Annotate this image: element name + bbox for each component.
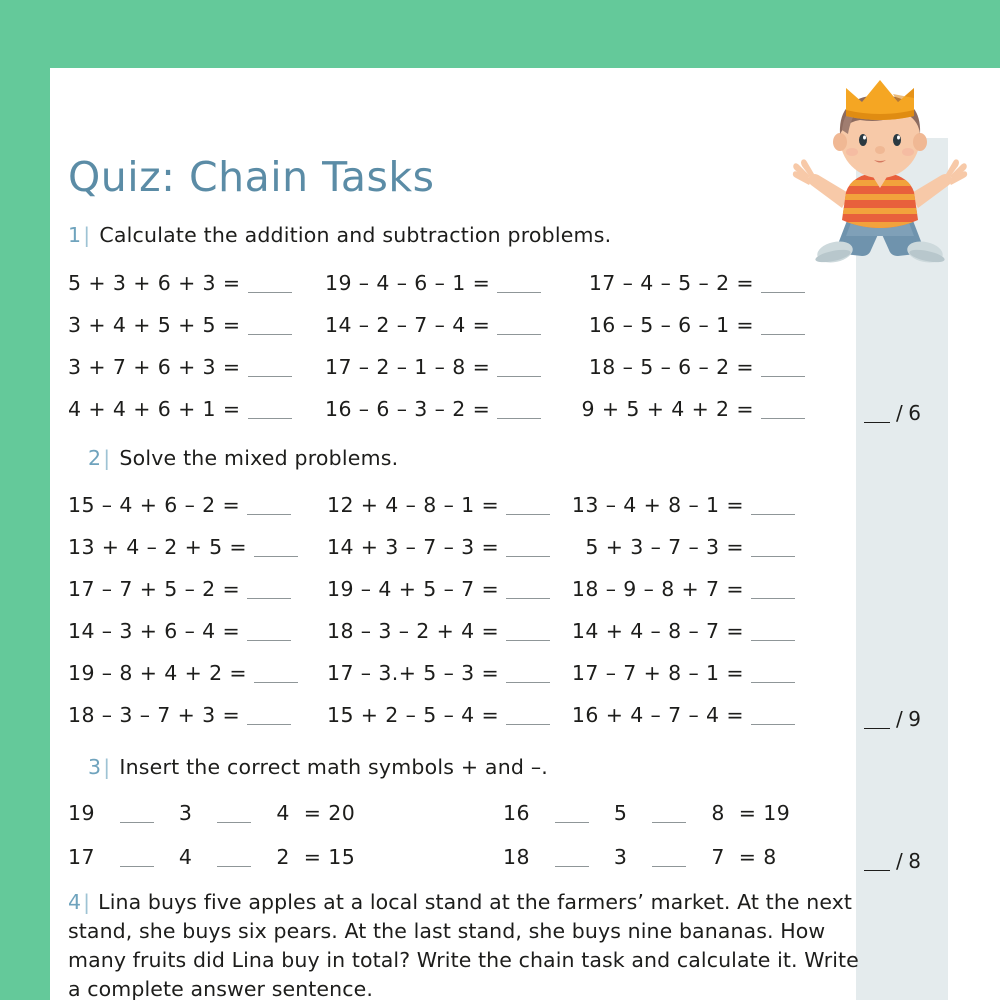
exercise-1-instruction	[68, 223, 611, 247]
exercise-1-score[interactable]	[864, 401, 921, 425]
symbol-blank[interactable]	[555, 822, 589, 823]
score-blank[interactable]	[864, 728, 890, 729]
answer-blank[interactable]	[254, 682, 298, 683]
problem-row[interactable]	[327, 661, 550, 685]
answer-blank[interactable]	[248, 334, 292, 335]
exercise-3-number: 3	[88, 755, 102, 779]
symbol-problem-row[interactable]	[503, 801, 790, 825]
operand-2: 3	[178, 801, 193, 825]
shoes-shape	[814, 238, 945, 265]
problem-expression: 17 – 7 + 8 – 1 =	[571, 661, 744, 685]
answer-blank[interactable]	[751, 514, 795, 515]
problem-expression: 14 – 2 – 7 – 4 =	[325, 313, 491, 337]
problem-expression: 12 + 4 – 8 – 1 =	[327, 493, 500, 517]
score-blank[interactable]	[864, 422, 890, 423]
problem-expression: 17 – 2 – 1 – 8 =	[325, 355, 491, 379]
problem-expression: 18 – 5 – 6 – 2 =	[588, 355, 754, 379]
problem-expression: 13 – 4 + 8 – 1 =	[571, 493, 744, 517]
operand-2: 5	[613, 801, 628, 825]
answer-blank[interactable]	[248, 418, 292, 419]
operand-1: 17	[68, 845, 95, 869]
problem-row[interactable]	[560, 661, 795, 685]
problem-expression: 14 + 3 – 7 – 3 =	[327, 535, 500, 559]
answer-blank[interactable]	[751, 640, 795, 641]
answer-blank[interactable]	[497, 376, 541, 377]
problem-row[interactable]	[560, 619, 795, 643]
exercise-3-score[interactable]	[864, 849, 921, 873]
problem-row[interactable]	[325, 313, 541, 337]
score-total: 9	[908, 707, 922, 731]
symbol-blank[interactable]	[217, 822, 251, 823]
exercise-2-instruction-text: Solve the mixed problems.	[119, 446, 399, 470]
problem-expression: 5 + 3 + 6 + 3 =	[68, 271, 241, 295]
score-slash: /	[896, 849, 904, 873]
problem-expression: 19 – 8 + 4 + 2 =	[68, 661, 248, 685]
problem-expression: 18 – 3 – 2 + 4 =	[327, 619, 500, 643]
exercise-2-instruction	[88, 446, 398, 470]
operand-1: 18	[503, 845, 530, 869]
problem-expression: 19 – 4 + 5 – 7 =	[327, 577, 500, 601]
exercise-1-instruction-text: Calculate the addition and subtraction problems.	[99, 223, 612, 247]
problem-row[interactable]	[327, 703, 550, 727]
page-title: Quiz: Chain Tasks	[68, 153, 435, 201]
symbol-blank[interactable]	[555, 866, 589, 867]
answer-blank[interactable]	[506, 556, 550, 557]
problem-row[interactable]	[68, 703, 291, 727]
symbol-problem-row[interactable]	[68, 801, 355, 825]
operand-3: 8	[711, 801, 725, 825]
problem-row[interactable]	[327, 619, 550, 643]
symbol-blank[interactable]	[120, 822, 154, 823]
problem-expression: 5 + 3 – 7 – 3 =	[585, 535, 744, 559]
problem-row[interactable]	[325, 271, 541, 295]
problem-expression: 13 + 4 – 2 + 5 =	[68, 535, 248, 559]
answer-blank[interactable]	[761, 418, 805, 419]
operand-3: 7	[711, 845, 725, 869]
answer-blank[interactable]	[247, 514, 291, 515]
operand-2: 4	[178, 845, 193, 869]
score-slash: /	[896, 707, 904, 731]
symbol-blank[interactable]	[652, 866, 686, 867]
problem-row[interactable]	[560, 535, 795, 559]
answer-blank[interactable]	[497, 418, 541, 419]
problem-expression: 17 – 4 – 5 – 2 =	[588, 271, 754, 295]
exercise-4-instruction-text: Lina buys five apples at a local stand at the farmers’ market. At the next stand, she buys six pears. At the last stand, she buys nine bananas. How many fruits did Lina buy in total? Write the chain task and calculate it. Write a complete answer sentence.	[68, 890, 859, 1000]
exercise-2-score[interactable]	[864, 707, 921, 731]
operand-3: 4	[276, 801, 290, 825]
problem-row[interactable]	[560, 493, 795, 517]
answer-blank[interactable]	[506, 724, 550, 725]
result: = 8	[738, 845, 777, 869]
answer-blank[interactable]	[506, 598, 550, 599]
answer-blank[interactable]	[506, 514, 550, 515]
answer-blank[interactable]	[247, 724, 291, 725]
exercise-2-number: 2	[88, 446, 102, 470]
problem-row[interactable]	[68, 271, 292, 295]
answer-blank[interactable]	[506, 682, 550, 683]
answer-blank[interactable]	[751, 556, 795, 557]
problem-row[interactable]	[580, 271, 805, 295]
problem-row[interactable]	[68, 577, 291, 601]
exercise-3-instruction	[88, 755, 548, 779]
symbol-problem-row[interactable]	[68, 845, 355, 869]
problem-row[interactable]	[68, 493, 291, 517]
answer-blank[interactable]	[497, 334, 541, 335]
result: = 19	[738, 801, 791, 825]
problem-row[interactable]	[327, 535, 550, 559]
problem-expression: 3 + 4 + 5 + 5 =	[68, 313, 241, 337]
answer-blank[interactable]	[248, 376, 292, 377]
problem-row[interactable]	[560, 577, 795, 601]
problem-row[interactable]	[325, 355, 541, 379]
answer-blank[interactable]	[506, 640, 550, 641]
worksheet-page	[50, 68, 1000, 1000]
result: = 20	[303, 801, 356, 825]
score-total: 6	[908, 401, 922, 425]
shirt-shape	[838, 171, 922, 229]
problem-row[interactable]	[68, 535, 298, 559]
score-total: 8	[908, 849, 922, 873]
problem-row[interactable]	[580, 355, 805, 379]
answer-blank[interactable]	[247, 598, 291, 599]
problem-row[interactable]	[68, 313, 292, 337]
exercise-4-word-problem	[68, 888, 863, 1000]
problem-row[interactable]	[560, 703, 795, 727]
symbol-problem-row[interactable]	[503, 845, 777, 869]
problem-expression: 17 – 3.+ 5 – 3 =	[327, 661, 500, 685]
problem-expression: 15 – 4 + 6 – 2 =	[68, 493, 241, 517]
problem-expression: 17 – 7 + 5 – 2 =	[68, 577, 241, 601]
problem-expression: 18 – 3 – 7 + 3 =	[68, 703, 241, 727]
problem-expression: 16 – 6 – 3 – 2 =	[325, 397, 491, 421]
score-blank[interactable]	[864, 870, 890, 871]
problem-row[interactable]	[327, 493, 550, 517]
symbol-blank[interactable]	[652, 822, 686, 823]
problem-row[interactable]	[325, 397, 541, 421]
exercise-4-number: 4	[68, 890, 82, 914]
exercise-4-bar: |	[83, 890, 91, 914]
worksheet-content	[50, 68, 1000, 1000]
problem-row[interactable]	[580, 397, 805, 421]
problem-row[interactable]	[327, 577, 550, 601]
answer-blank[interactable]	[751, 598, 795, 599]
answer-blank[interactable]	[497, 292, 541, 293]
operand-1: 16	[503, 801, 530, 825]
exercise-1-bar: |	[83, 223, 91, 247]
operand-3: 2	[276, 845, 290, 869]
symbol-blank[interactable]	[217, 866, 251, 867]
exercise-3-instruction-text: Insert the correct math symbols + and –.	[119, 755, 548, 779]
problem-expression: 14 – 3 + 6 – 4 =	[68, 619, 241, 643]
answer-blank[interactable]	[254, 556, 298, 557]
problem-row[interactable]	[68, 661, 298, 685]
problem-expression: 3 + 7 + 6 + 3 =	[68, 355, 241, 379]
symbol-blank[interactable]	[120, 866, 154, 867]
exercise-2-bar: |	[103, 446, 111, 470]
problem-expression: 19 – 4 – 6 – 1 =	[325, 271, 491, 295]
operand-1: 19	[68, 801, 95, 825]
problem-expression: 16 – 5 – 6 – 1 =	[588, 313, 754, 337]
answer-blank[interactable]	[751, 682, 795, 683]
problem-expression: 4 + 4 + 6 + 1 =	[68, 397, 241, 421]
crown-shape	[846, 80, 914, 120]
problem-row[interactable]	[68, 397, 292, 421]
answer-blank[interactable]	[761, 334, 805, 335]
exercise-3-bar: |	[103, 755, 111, 779]
answer-blank[interactable]	[247, 640, 291, 641]
problem-expression: 9 + 5 + 4 + 2 =	[581, 397, 754, 421]
problem-row[interactable]	[68, 619, 291, 643]
answer-blank[interactable]	[751, 724, 795, 725]
score-slash: /	[896, 401, 904, 425]
exercise-1-number: 1	[68, 223, 82, 247]
operand-2: 3	[613, 845, 628, 869]
boy-with-crown-illustration	[790, 68, 970, 268]
problem-expression: 18 – 9 – 8 + 7 =	[571, 577, 744, 601]
problem-row[interactable]	[580, 313, 805, 337]
answer-blank[interactable]	[761, 292, 805, 293]
problem-row[interactable]	[68, 355, 292, 379]
answer-blank[interactable]	[761, 376, 805, 377]
problem-expression: 16 + 4 – 7 – 4 =	[571, 703, 744, 727]
result: = 15	[303, 845, 356, 869]
problem-expression: 15 + 2 – 5 – 4 =	[327, 703, 500, 727]
answer-blank[interactable]	[248, 292, 292, 293]
problem-expression: 14 + 4 – 8 – 7 =	[571, 619, 744, 643]
